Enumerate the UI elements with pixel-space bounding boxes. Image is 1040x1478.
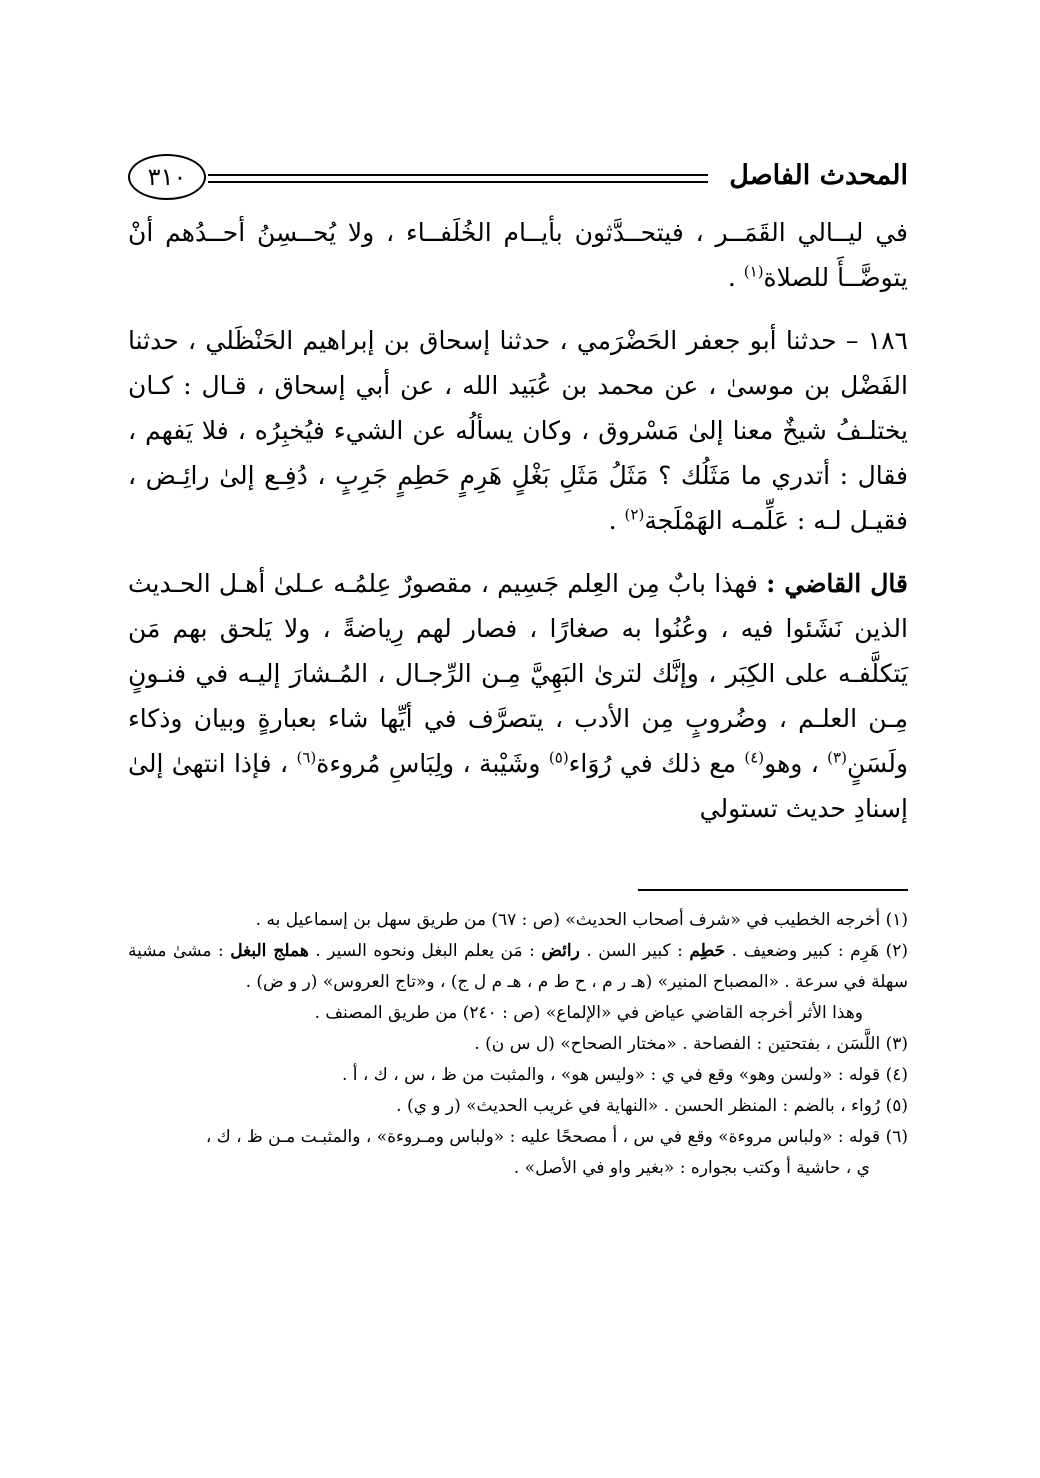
footnote-ref-6: (٦) [296, 748, 317, 767]
paragraph-2-end: . [608, 506, 625, 535]
paragraph-3-text-5: ، فإذا انتهىٰ إلىٰ إسنادِ حديث تستولي [128, 749, 908, 823]
paragraph-3-text-4: وشَيْبة ، ولِبَاسِ مُروءة [316, 749, 549, 778]
paragraph-3 [128, 561, 908, 831]
paragraph-2-text: ١٨٦ – حدثنا أبو جعفر الحَضْرَمي ، حدثنا إسحاق بن إبراهيم الحَنْظَلي ، حدثنا الفَضْل بن موسىٰ ، عن محمد بن عُبَيد الله ، عن أبي إسحاق ، قـال : كـان يختلـفُ شيخٌ معنا إلىٰ مَسْروق ، وكان يسألُه عن الشيء فيُخبِرُه ، فلا يَفهم ، فقال : أتدري ما مَثَلُك ؟ مَثَلُ مَثَلِ بَغْلٍ هَرِمٍ حَطِمٍ جَرِبٍ ، دُفِـع إلىٰ رائِـض ، فقيـل لـه : عَلِّمـه الهَمْلَجة [128, 326, 908, 535]
paragraph-1-end: . [727, 263, 744, 292]
footnote-ref-4: (٤) [744, 748, 765, 767]
footnote-2-part-a: (٢) هَرِم : كبير وضعيف . [725, 941, 908, 961]
page-header [128, 150, 908, 210]
paragraph-3-text-2: ، وهو [764, 749, 828, 778]
header-rule-bottom [208, 181, 708, 183]
paragraph-3-text-1: فهذا بابٌ مِن العِلم جَسِيم ، مقصورٌ عِلمُـه عـلىٰ أهـل الحـديث الذين نَشَئوا فيه ، وعُنُوا به صغارًا ، فصار لهم رِياضةً ، ولا يَلحق بهم مَن يَتكلَّفـه على الكِبَر ، وإنَّك لترىٰ البَهِيَّ مِـن الرِّجـال ، المُـشارَ إليـه في فنـونٍ مِـن العلـم ، وضُروبٍ مِن الأدب ، يتصرَّف في أيِّها شاء بعبارةٍ وبيان وذكاء ولَسَنٍ [128, 569, 908, 778]
footnote-6: (٦) قوله : «ولباس مروءة» وقع في س ، أ مصححًا عليه : «ولباس ومـروءة» ، والمثبـت مـن ظ ، ك ، [205, 1127, 908, 1147]
paragraph-1-text: في ليــالي القَمَــر ، فيتحــدَّثون بأيــام الخُلَفــاء ، ولا يُحــسِنُ أحــدُهم أنْ يتوضَّــأَ للصلاة [128, 218, 908, 292]
footnote-2-part-c: : كبير السن . [579, 941, 690, 961]
header-rule-top [208, 174, 708, 176]
footnote-4: (٤) قوله : «ولسن وهو» وقع في ي : «وليس هو» ، والمثبت من ظ ، س ، ك ، أ . [341, 1065, 908, 1085]
footnote-2 [128, 936, 908, 998]
footnotes [128, 905, 908, 1184]
footnote-5: (٥) رُواء ، بالضم : المنظر الحسن . «النهاية في غريب الحديث» (ر و ي) . [396, 1096, 908, 1116]
footnote-2-term-raid: رائض [541, 941, 580, 961]
paragraph-3-lead: قال القاضي : [766, 569, 909, 598]
footnote-1: (١) أخرجه الخطيب في «شرف أصحاب الحديث» (ص : ٦٧) من طريق سهل بن إسماعيل به . [255, 910, 908, 930]
footnote-2-term-hatim: حَطِم [689, 941, 726, 961]
paragraph-3-text-3: مع ذلك في رُوَاء [568, 749, 745, 778]
footnote-separator [638, 889, 908, 891]
footnote-ref-5: (٥) [548, 748, 569, 767]
book-title: المحدث الفاصل [729, 160, 908, 191]
footnote-2-part-g: : مشىٰ مشية سهلة في سرعة . «المصباح المنير» (هـ ر م ، ح ط م ، هـ م ل ج) ، و«تاج العروس» (ر و ض) . [128, 941, 908, 992]
main-text [128, 210, 908, 831]
footnote-2-part-e: : مَن يعلم البغل ونحوه السير . [308, 941, 542, 961]
footnote-6-continued: ي ، حاشية أ وكتب بجواره : «بغير واو في الأصل» . [513, 1158, 870, 1178]
footnote-ref-2: (٢) [624, 505, 645, 524]
footnote-3: (٣) اللَّسَن ، بفتحتين : الفصاحة . «مختار الصحاح» (ل س ن) . [474, 1034, 908, 1054]
page-number: ٣١٠ [128, 154, 206, 200]
footnote-ref-3: (٣) [827, 748, 847, 767]
paragraph-2 [128, 318, 908, 543]
footnote-ref-1: (١) [743, 262, 764, 281]
paragraph-1 [128, 210, 908, 300]
footnote-2-term-hamlaj: هملج البغل [230, 941, 309, 961]
footnote-2-note: وهذا الأثر أخرجه القاضي عياض في «الإلماع» (ص : ٢٤٠) من طريق المصنف . [314, 1003, 863, 1023]
